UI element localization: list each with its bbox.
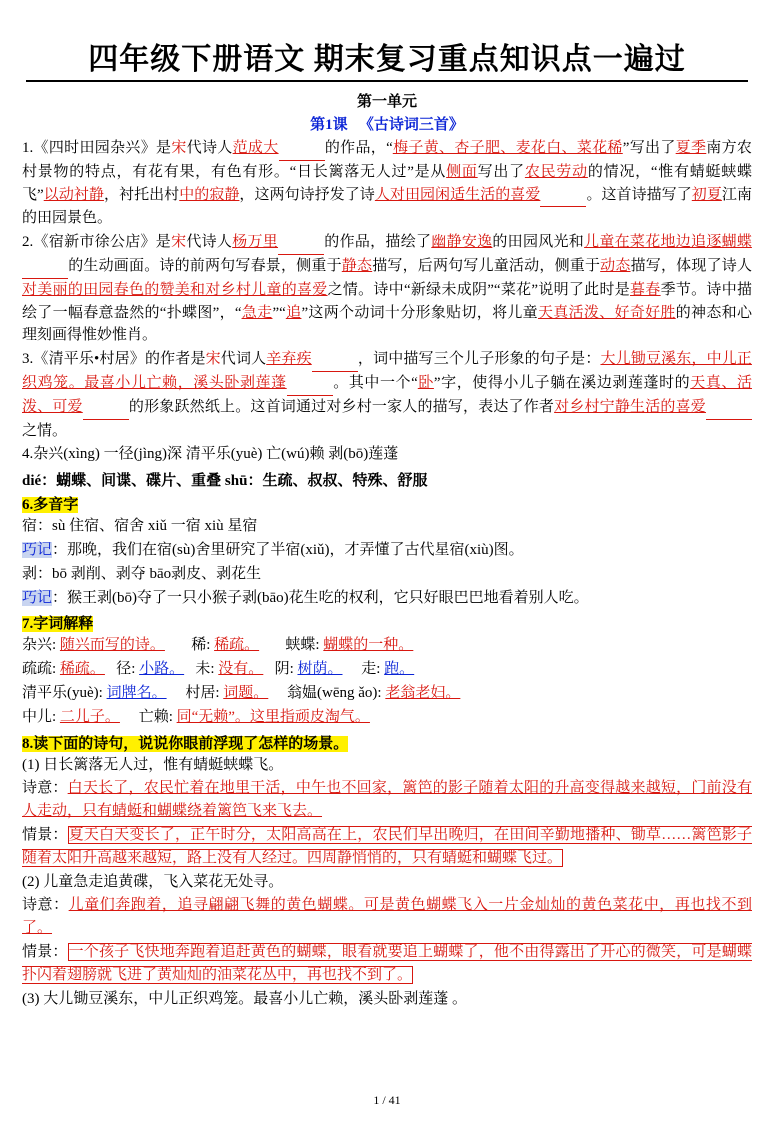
glossary-row: 清平乐(yuè): 词牌名。 村居: 词题。 翁媪(wēng ǎo): 老翁老妇。 — [22, 684, 461, 701]
question-1: 1.《四时田园杂兴》是宋代诗人范成大 的作品，“梅子黄、杏子肥、麦花白、菜花稀”写出了夏季南方农村景物的特点，有花有果，有色有形。“日长篱落无人过”是从侧面写出了农民劳动的情况，“惟有蜻蜓蛱蝶飞”以动衬静，衬托出村中的寂静，这两句诗抒发了诗人对田园闲适生活的喜爱 。这首诗描写了初夏江南的田园景色。 — [22, 137, 752, 230]
polyphone-tip-2: 巧记：猴王剥(bō)夺了一只小猴子剥(bāo)花生吃的权利，它只好眼巴巴地看着别人吃。 — [22, 589, 589, 606]
meaning-label: 诗意： — [22, 780, 68, 797]
section-8-heading — [22, 732, 752, 753]
poem-scene-2: 情景：一个孩子飞快地奔跑着追赶黄色的蝴蝶，眼看就要追上蝴蝶了，他不由得露出了开心的微笑，可是蝴蝶扑闪着翅膀就飞进了黄灿灿的油菜花丛中，再也找不到了。 — [22, 943, 752, 983]
scene-label: 情景： — [22, 826, 68, 843]
lesson-number: 第1课 — [310, 117, 348, 133]
polyphone-line-2: 剥：bō 剥削、剥夺 bāo剥皮、剥花生 — [22, 565, 262, 582]
section-5-heading: dié：蝴蝶、间谍、碟片、重叠 shū：生疏、叔叔、特殊、舒服 — [22, 473, 428, 490]
answer-blank — [540, 184, 586, 208]
scene-label: 情景： — [22, 943, 68, 960]
unit-heading: 第一单元 — [356, 94, 417, 110]
page-title: 四年级下册语文 期末复习重点知识点一遍过 — [88, 43, 686, 76]
question-4: 4.杂兴(xìng) 一径(jìng)深 清平乐(yuè) 亡(wú)赖 剥(bō)莲蓬 — [22, 446, 399, 463]
glossary-row: 中儿: 二儿子。 亡赖: 同“无赖”。这里指顽皮淘气。 — [22, 708, 370, 725]
polyphone-line-1: 宿：sù 住宿、宿舍 xiǔ 一宿 xiù 星宿 — [22, 518, 258, 535]
answer-blank — [706, 396, 752, 420]
poem-meaning-2: 诗意：儿童们奔跑着，追寻翩翩飞舞的黄色蝴蝶。可是黄色蝴蝶飞入一片金灿灿的黄色菜花中，再也找不到了。 — [22, 897, 752, 937]
glossary-row: 疏疏: 稀疏。 径: 小路。 未: 没有。 阴: 树荫。 走: 跑。 — [22, 661, 415, 678]
poem-line-1: (1) 日长篱落无人过，惟有蜻蜓蛱蝶飞。 — [22, 756, 284, 773]
glossary-row: 杂兴: 随兴而写的诗。 稀: 稀疏。 蛱蝶: 蝴蝶的一种。 — [22, 637, 414, 654]
lesson-title: 《古诗词三首》 — [358, 117, 464, 133]
page-number: 1 / 41 — [373, 1093, 401, 1107]
tip-label: 巧记 — [22, 541, 53, 558]
answer-blank — [22, 255, 68, 279]
tip-label: 巧记 — [22, 589, 53, 606]
answer-blank — [312, 348, 358, 372]
poem-meaning-1: 诗意：白天长了，农民忙着在地里干活，中午也不回家，篱笆的影子随着太阳的升高变得越来越短，门前没有人走动，只有蜻蜓和蝴蝶绕着篱笆飞来飞去。 — [22, 780, 752, 820]
lesson-heading — [22, 113, 752, 134]
section-8-title: 8.读下面的诗句，说说你眼前浮现了怎样的场景。 — [22, 735, 349, 752]
question-3: 3.《清平乐•村居》的作者是宋代词人辛弃疾 ，词中描写三个儿子形象的句子是：大儿锄豆溪东，中儿正织鸡笼。最喜小儿亡赖，溪头卧剥莲蓬 。其中一个“卧”字，使得小儿子躺在溪边剥莲蓬时的天真、活泼、可爱 的形象跃然纸上。这首词通过对乡村一家人的描写，表达了作者对乡村宁静生活的喜爱 之情。 — [22, 348, 752, 442]
answer-blank — [83, 396, 129, 420]
poem-line-3: (3) 大儿锄豆溪东，中儿正织鸡笼。最喜小儿亡赖，溪头卧剥莲蓬 。 — [22, 990, 467, 1007]
title-divider — [26, 80, 748, 82]
answer-blank — [287, 372, 333, 396]
poem-line-2: (2) 儿童急走追黄碟，飞入菜花无处寻。 — [22, 873, 284, 890]
section-7-heading — [22, 612, 752, 633]
meaning-label: 诗意： — [22, 897, 69, 914]
section-7-title: 7.字词解释 — [22, 616, 94, 633]
section-6-title: 6.多音字 — [22, 497, 79, 514]
question-2: 2.《宿新市徐公店》是宋代诗人杨万里 的作品，描绘了幽静安逸的田园风光和儿童在菜花地边追逐蝴蝶 的生动画面。诗的前两句写春景，侧重于静态描写，后两句写儿童活动，侧重于动态描写，体现了诗人对美丽的田园春色的赞美和对乡村儿童的喜爱之情。诗中“新绿未成阴”“菜花”说明了此时是暮春季节。诗中描绘了一幅春意盎然的“扑蝶图”，“急走”“追”这两个动词十分形象贴切，将儿童天真活泼、好奇好胜的神态和心理刻画得惟妙惟肖。 — [22, 231, 752, 347]
poem-scene-1: 情景：夏天白天变长了，正午时分，太阳高高在上，农民们早出晚归，在田间辛勤地播种、锄草……篱笆影子随着太阳升高越来越短，路上没有人经过。四周静悄悄的，只有蜻蜓和蝴蝶飞过。 — [22, 826, 752, 866]
section-6-heading — [22, 493, 752, 514]
answer-blank — [278, 231, 324, 255]
polyphone-tip-1: 巧记：那晚，我们在宿(sù)舍里研究了半宿(xiǔ)，才弄懂了古代星宿(xiù)图。 — [22, 541, 524, 558]
answer-blank — [279, 137, 325, 161]
